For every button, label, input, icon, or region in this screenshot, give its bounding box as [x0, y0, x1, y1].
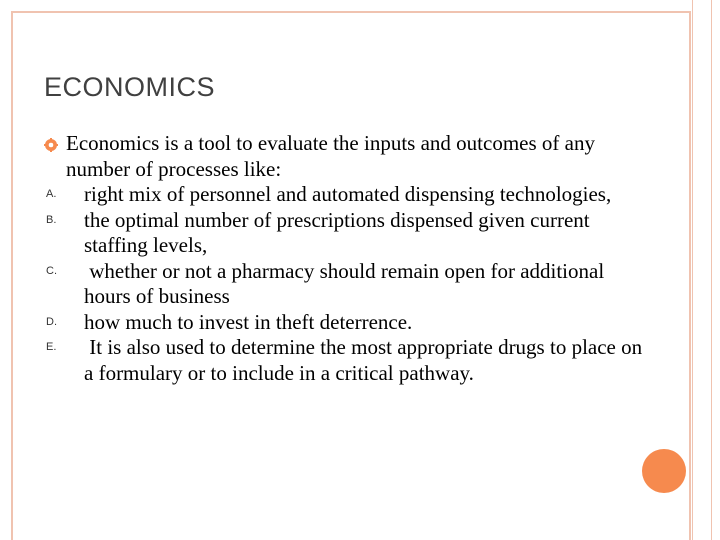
list-marker: A. [46, 188, 57, 200]
list-item-text: right mix of personnel and automated dispensing technologies, [84, 182, 612, 206]
bullet-item [44, 131, 644, 182]
decorative-vertical-line [692, 0, 693, 540]
list-item [44, 335, 648, 386]
list-item [44, 259, 644, 310]
orange-circle-decoration [642, 449, 686, 493]
list-item-text: the optimal number of prescriptions dispensed given current staffing levels, [84, 207, 590, 257]
decorative-vertical-line [711, 0, 712, 540]
list-marker: B. [46, 213, 57, 226]
list-item-text: It is also used to determine the most appropriate drugs to place on a formulary or to include in a critical pathway. [84, 335, 648, 385]
list-item [44, 208, 644, 259]
list-item-text: how much to invest in theft deterrence. [84, 309, 413, 334]
slide-title: ECONOMICS [44, 72, 216, 102]
bullet-text: Economics is a tool to evaluate the inputs and outcomes of any number of processes like: [66, 131, 595, 181]
list-marker: C. [46, 264, 57, 277]
list-item-text: whether or not a pharmacy should remain open for additional hours of business [84, 258, 610, 308]
orange-gear-bullet-icon [44, 138, 58, 152]
slide-body [44, 131, 648, 386]
list-marker: D. [46, 315, 57, 328]
list-item [44, 310, 644, 336]
list-marker: E. [46, 341, 57, 353]
list-item [44, 182, 644, 208]
